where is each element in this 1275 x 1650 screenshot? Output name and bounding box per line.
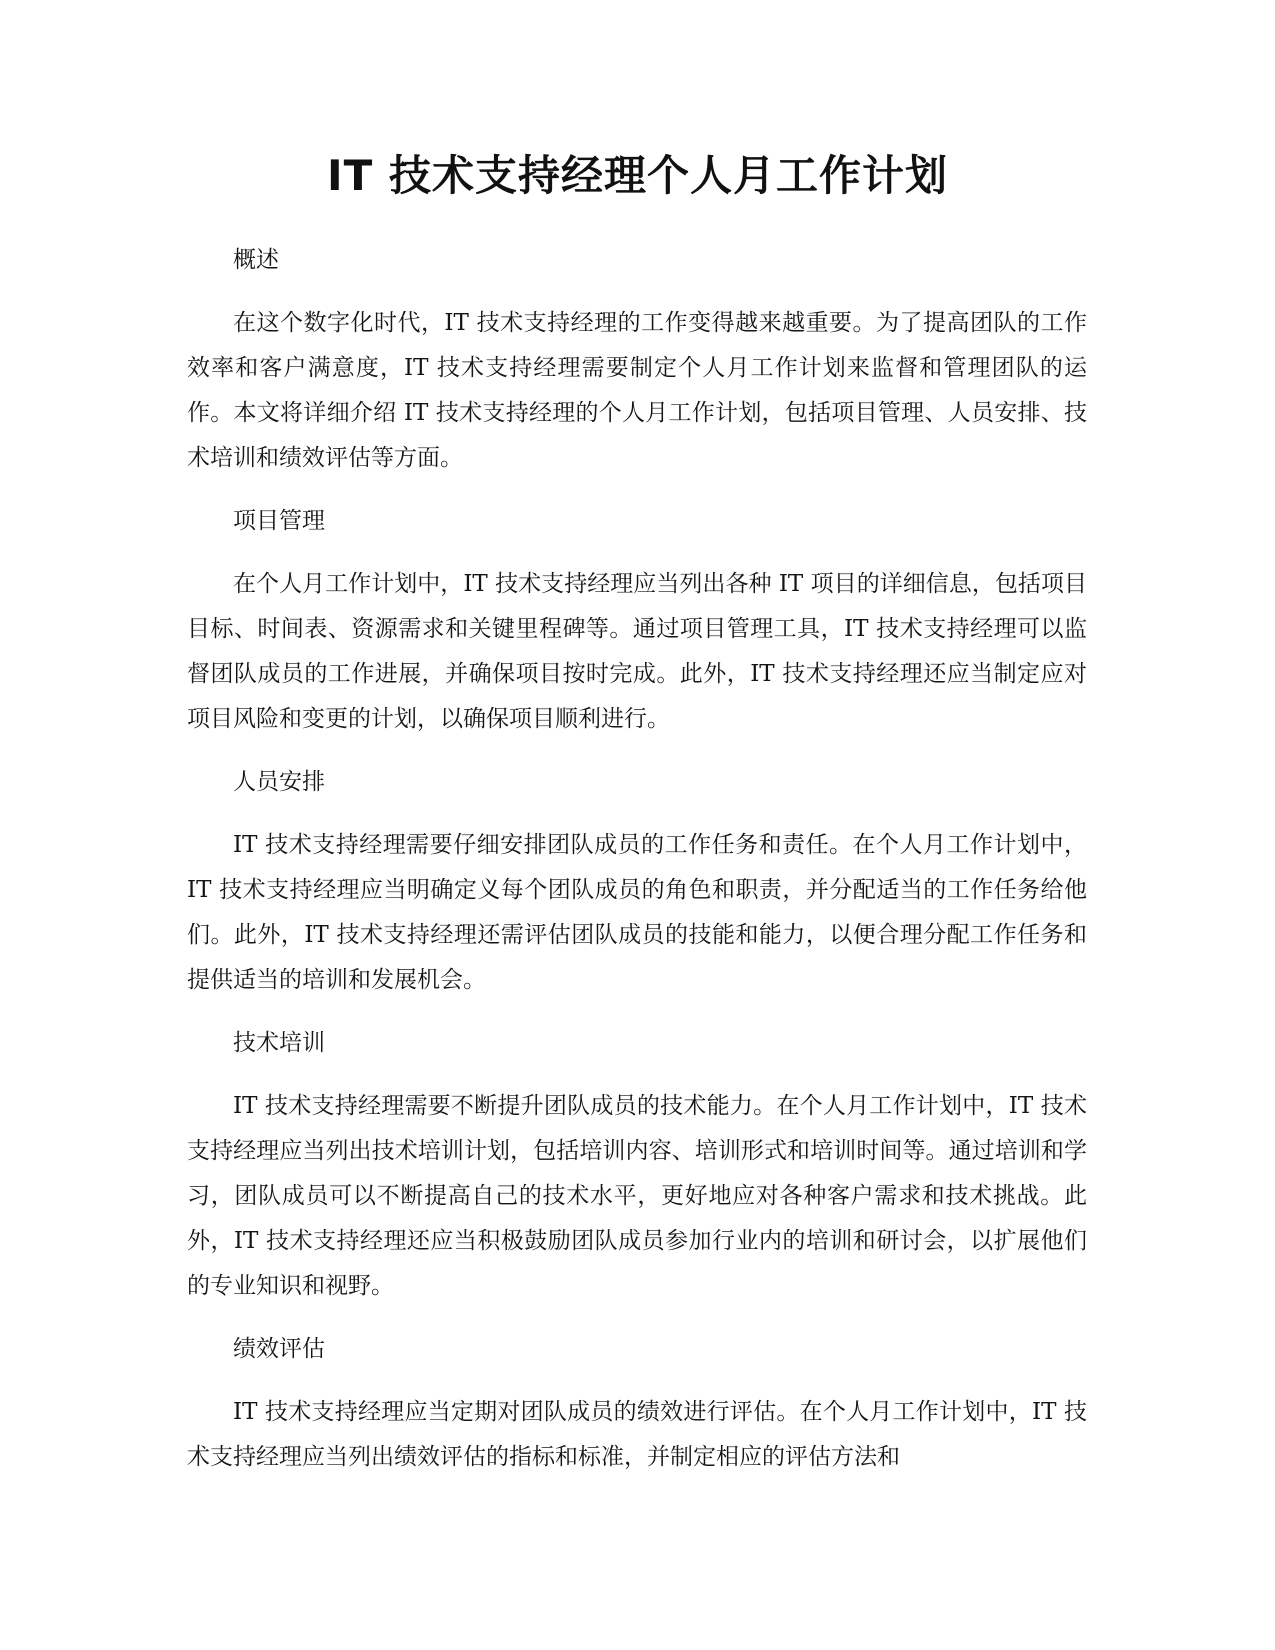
section-heading-technical-training: 技术培训 — [233, 1030, 325, 1056]
section-paragraph-performance-evaluation: IT 技术支持经理应当定期对团队成员的绩效进行评估。在个人月工作计划中，IT 技术支持经理应当列出绩效评估的指标和标准，并制定相应的评估方法和 — [187, 1399, 1087, 1470]
document-title: IT 技术支持经理个人月工作计划 — [327, 151, 948, 200]
section-paragraph-staffing: IT 技术支持经理需要仔细安排团队成员的工作任务和责任。在个人月工作计划中，IT 技术支持经理应当明确定义每个团队成员的角色和职责，并分配适当的工作任务给他们。此外，IT 技术支持经理还需评估团队成员的技能和能力，以便合理分配工作任务和提供适当的培训和发展机会。 — [187, 832, 1087, 993]
section-paragraph-overview: 在这个数字化时代，IT 技术支持经理的工作变得越来越重要。为了提高团队的工作效率和客户满意度，IT 技术支持经理需要制定个人月工作计划来监督和管理团队的运作。本文将详细介绍 IT 技术支持经理的个人月工作计划，包括项目管理、人员安排、技术培训和绩效评估等方面。 — [187, 310, 1087, 471]
section-paragraph-project-management: 在个人月工作计划中，IT 技术支持经理应当列出各种 IT 项目的详细信息，包括项目目标、时间表、资源需求和关键里程碑等。通过项目管理工具，IT 技术支持经理可以监督团队成员的工作进展，并确保项目按时完成。此外，IT 技术支持经理还应当制定应对项目风险和变更的计划，以确保项目顺利进行。 — [187, 571, 1087, 732]
section-paragraph-technical-training: IT 技术支持经理需要不断提升团队成员的技术能力。在个人月工作计划中，IT 技术支持经理应当列出技术培训计划，包括培训内容、培训形式和培训时间等。通过培训和学习，团队成员可以不断提高自己的技术水平，更好地应对各种客户需求和技术挑战。此外，IT 技术支持经理还应当积极鼓励团队成员参加行业内的培训和研讨会，以扩展他们的专业知识和视野。 — [187, 1093, 1087, 1299]
section-heading-overview: 概述 — [233, 247, 279, 273]
section-heading-project-management: 项目管理 — [233, 508, 325, 534]
section-heading-performance-evaluation: 绩效评估 — [233, 1336, 325, 1362]
section-heading-staffing: 人员安排 — [233, 769, 325, 795]
document-body — [187, 238, 1087, 1498]
